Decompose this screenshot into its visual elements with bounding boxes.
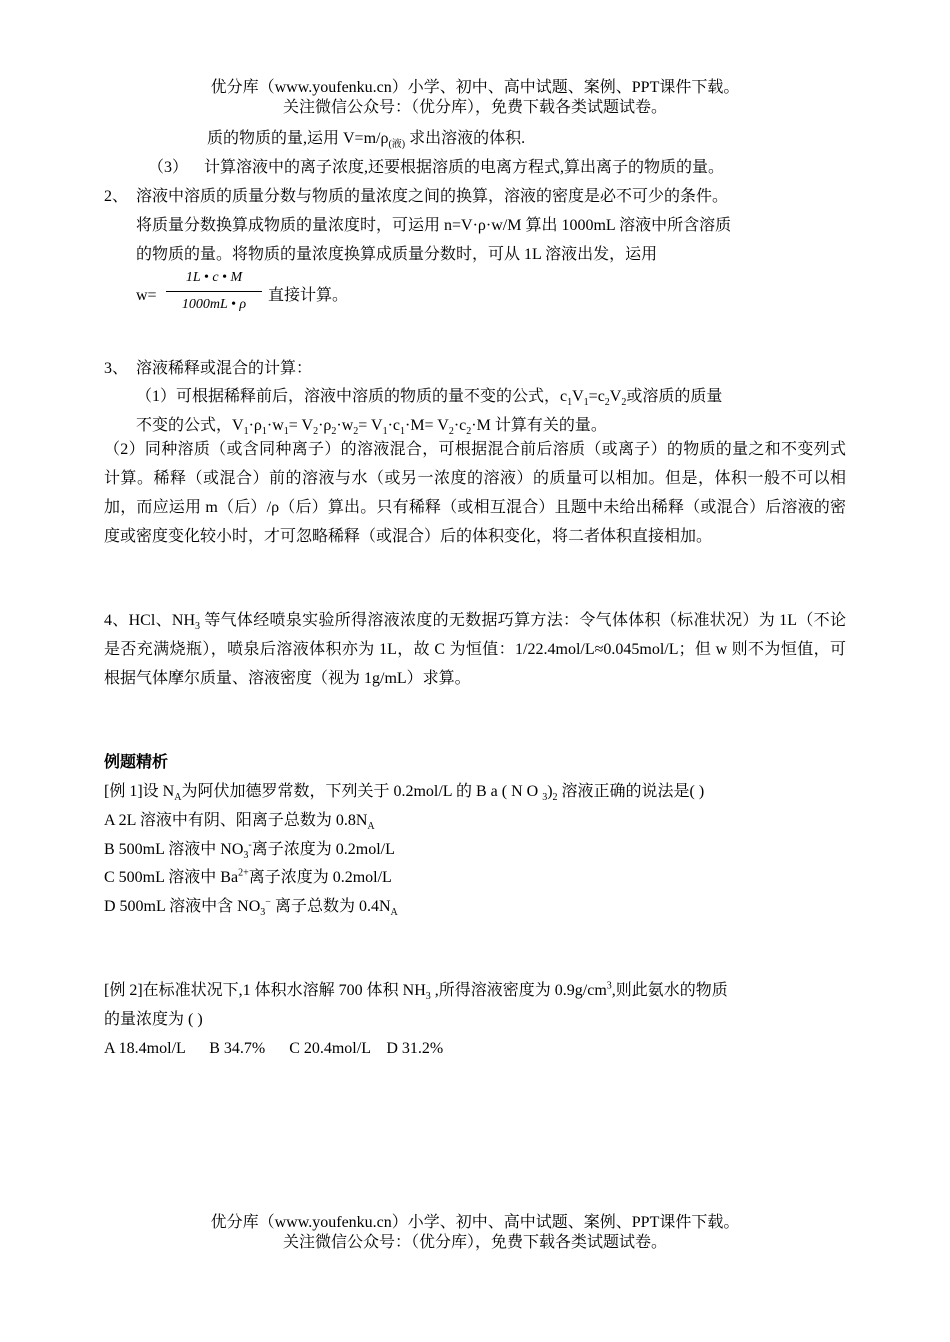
section1-continuation: 质的物质的量,运用 $V=m/\rho_{(液)}$ 求出溶液的体积. — [207, 130, 526, 151]
example-2-options: A 18.4mol/L B 34.7% C 20.4mol/L D 31.2% — [104, 1040, 444, 1057]
w-formula-label: w= — [136, 287, 157, 304]
w-fraction-numerator: 1L • c • M — [185, 270, 243, 285]
example-1-question: [例 1]设 $N_A$为阿伏加德罗常数，下列关于 0.2mol/L 的 $Ba(NO_3)_2$ 溶液正确的说法是( ) — [104, 783, 705, 804]
section2-number: 2、 — [104, 188, 129, 205]
section2-line-3: 的物质的量。将物质的量浓度换算成质量分数时，可从 1L 溶液出发，运用 — [136, 246, 658, 263]
section2-line-2: 将质量分数换算成物质的量浓度时，可运用 n=V·ρ·w/M 算出 1000mL 溶液中所含溶质 — [136, 217, 732, 234]
example-1-option-c: C 500mL 溶液中 $Ba^{2+}$离子浓度为 0.2mol/L — [104, 867, 392, 886]
header-line-1: 优分库（www.youfenku.cn）小学、初中、高中试题、案例、PPT课件下载。 — [210, 79, 740, 96]
example-1-option-a: A 2L 溶液中有阴、阳离子总数为 $0.8N_A$ — [104, 812, 375, 833]
section3-p1-line-1: （1）可根据稀释前后，溶液中溶质的物质的量不变的公式，$c_1V_1=c_2V_2$或溶质的质量 — [136, 388, 723, 409]
w-formula-after: 直接计算。 — [268, 287, 349, 304]
footer-line-2: 关注微信公众号：（优分库），免费下载各类试题试卷。 — [282, 1234, 667, 1251]
w-fraction — [166, 268, 262, 315]
example-1-option-d: D 500mL 溶液中含 $NO_3^-$ 离子总数为 $0.4N_A$ — [104, 896, 398, 919]
fraction-bar — [166, 291, 262, 292]
header-line-2: 关注微信公众号：（优分库），免费下载各类试题试卷。 — [282, 99, 667, 116]
section3-p1-line-2: 不变的公式，$V_1\cdot\rho_1\cdot w_1= V_2\cdot\rho_2\cdot w_2= V_1\cdot c_1\cdot M= V_2\cdot c_2\cdot M$ 计算有关的量。 — [136, 417, 607, 438]
section3-number: 3、 — [104, 360, 129, 377]
section2-line-1: 溶液中溶质的质量分数与物质的量浓度之间的换算，溶液的密度是必不可少的条件。 — [136, 188, 729, 205]
section3-title: 溶液稀释或混合的计算： — [136, 360, 313, 377]
w-fraction-denominator: 1000mL • ρ — [181, 297, 247, 312]
footer-line-1: 优分库（www.youfenku.cn）小学、初中、高中试题、案例、PPT课件下载。 — [210, 1214, 740, 1231]
example-1-option-b: B 500mL 溶液中 $NO_3^-$离子浓度为 0.2mol/L — [104, 839, 395, 862]
section4-paragraph: 4、HCl、$NH_3$ 等气体经喷泉实验所得溶液浓度的无数据巧算方法：令气体体积（标准状况）为 1L（不论是否充满烧瓶），喷泉后溶液体积亦为 1L，故 C 为恒值：1/22.4mol/L≈0.045mol/L；但 w 则不为恒值，可根据气体摩尔质量、溶液密度（视为 1g/mL）求算。 — [104, 612, 846, 687]
examples-heading: 例题精析 — [104, 754, 169, 771]
section3-paragraph-2: （2）同种溶质（或含同种离子）的溶液混合，可根据混合前后溶质（或离子）的物质的量之和不变列式计算。稀释（或混合）前的溶液与水（或另一浓度的溶液）的质量可以相加。但是，体积一般不可以相加，而应运用 m（后）/ρ（后）算出。只有稀释（或相互混合）且题中未给出稀释（或混合）后溶液的密度或密度变化较小时，才可忽略稀释（或混合）后的体积变化，将二者体积直接相加。 — [104, 441, 846, 545]
section1-item3: （3） 计算溶液中的离子浓度,还要根据溶质的电离方程式,算出离子的物质的量。 — [148, 159, 725, 176]
example-2-question-line-1: [例 2]在标准状况下,1 体积水溶解 700 体积 $NH_3$ ,所得溶液密度为 $0.9g/cm^3$,则此氨水的物质 — [104, 980, 728, 1003]
example-2-question-line-2: 的量浓度为 ( ) — [104, 1011, 203, 1028]
